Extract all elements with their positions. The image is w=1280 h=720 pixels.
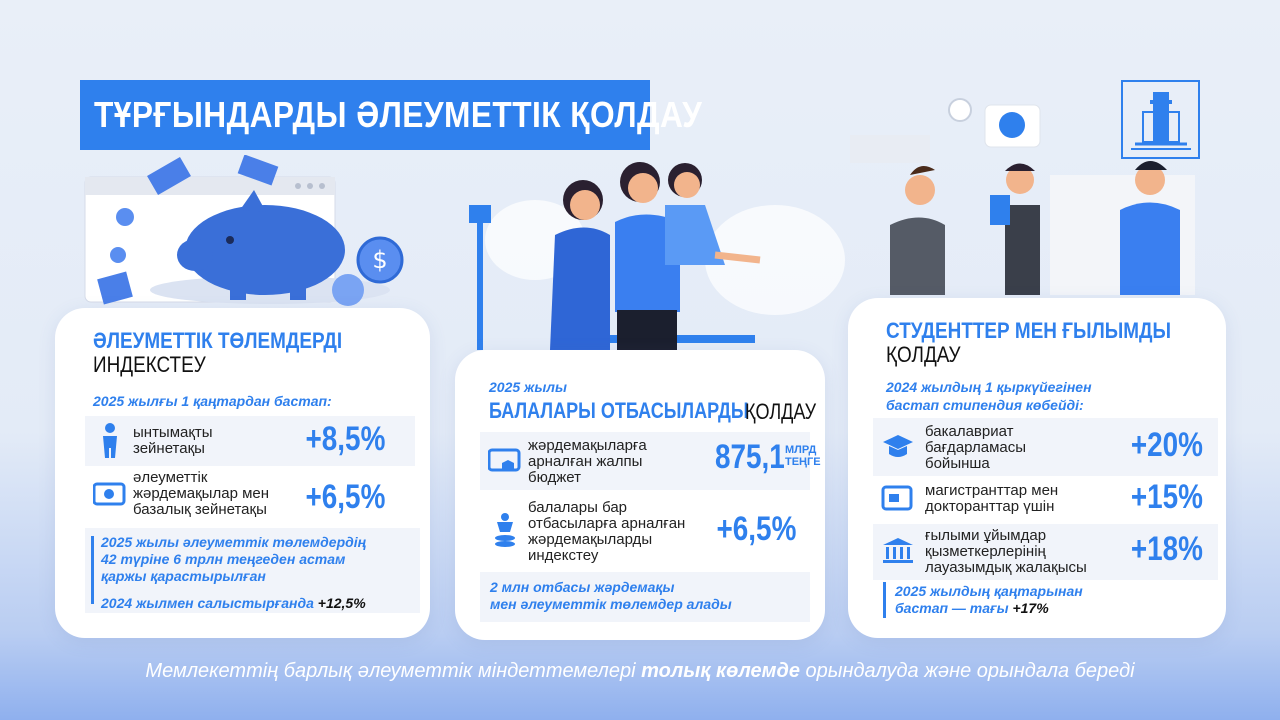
budget-wallet-icon xyxy=(488,446,522,476)
compare-value: +12,5% xyxy=(317,595,366,611)
row-value: +6,5% xyxy=(305,478,385,516)
list-item xyxy=(873,418,1218,476)
family-illustration xyxy=(465,160,845,355)
family-support-card xyxy=(455,350,825,640)
row-label: жәрдемақылар мен xyxy=(133,485,270,502)
row-label: ынтымақты xyxy=(133,424,213,441)
row-label: базалық зейнетақы xyxy=(133,501,267,518)
note-line: қаржы қарастырылған xyxy=(101,568,266,584)
card2-heading-blue: БАЛАЛАРЫ ОТБАСЫЛАРДЫ xyxy=(489,398,749,423)
note-value: +17% xyxy=(1012,600,1049,616)
card3-subtitle: бастап стипендия көбейді: xyxy=(886,397,1084,413)
footer-text: Мемлекеттің барлық әлеуметтік міндеттемелері xyxy=(145,660,642,682)
pension-indexation-card xyxy=(55,308,430,638)
row-value: +15% xyxy=(1130,478,1203,516)
row-label: әлеуметтік xyxy=(133,469,208,486)
row-value: +18% xyxy=(1130,530,1203,568)
card1-heading-dark: ИНДЕКСТЕУ xyxy=(93,352,206,377)
list-item xyxy=(85,416,415,466)
unit-label: МЛРД xyxy=(785,444,817,456)
footer-bold-text: толық көлемде xyxy=(641,660,800,682)
row-label: жәрдемақыларға xyxy=(528,437,647,454)
card1-heading-blue: ӘЛЕУМЕТТІК ТӨЛЕМДЕРДІ xyxy=(93,328,343,353)
card3-heading-blue: СТУДЕНТТЕР МЕН ҒЫЛЫМДЫ xyxy=(886,318,1172,343)
card3-subtitle: 2024 жылдың 1 қыркүйегінен xyxy=(886,379,1092,395)
note-block xyxy=(85,528,420,613)
note-line: 2025 жылдың қаңтарынан xyxy=(895,583,1083,599)
row-value: +20% xyxy=(1130,426,1203,464)
row-label: зейнетақы xyxy=(133,440,205,457)
note-line: бастап — тағы xyxy=(895,600,1009,616)
note-line: 2 млн отбасы жәрдемақы xyxy=(490,579,675,595)
card2-heading-dark: ҚОЛДАУ xyxy=(745,399,817,424)
family-coins-icon xyxy=(490,512,520,548)
compare-text: 2024 жылмен салыстырғанда xyxy=(101,595,314,611)
footer-statement xyxy=(0,660,1280,683)
row-label: ғылыми ұйымдар xyxy=(925,527,1047,544)
row-label: бағдарламасы xyxy=(925,439,1027,456)
row-label: магистранттар мен xyxy=(925,482,1059,499)
accent-bar xyxy=(883,582,886,618)
institution-icon xyxy=(881,536,915,566)
row-label: бойынша xyxy=(925,455,990,472)
row-label: докторанттар үшін xyxy=(925,498,1055,515)
students-science-card xyxy=(848,298,1226,638)
card3-heading-dark: ҚОЛДАУ xyxy=(886,342,961,367)
unit-label: ТЕҢГЕ xyxy=(785,456,821,468)
graduation-cap-icon xyxy=(881,432,915,462)
row-label: жәрдемақыларды xyxy=(528,531,653,548)
list-item xyxy=(480,498,810,568)
svg-text:$: $ xyxy=(372,246,388,274)
social-payment-icon xyxy=(93,480,127,510)
list-item xyxy=(873,478,1218,522)
row-label: индекстеу xyxy=(528,547,599,564)
open-book-icon xyxy=(881,484,915,514)
row-label: отбасыларға арналған xyxy=(528,515,686,532)
row-label: бакалавриат xyxy=(925,423,1014,440)
row-value: 875,1 xyxy=(715,438,785,476)
card1-subtitle: 2025 жылғы 1 қаңтардан бастап: xyxy=(93,393,332,409)
piggy-bank-illustration xyxy=(80,155,430,310)
row-label: балалары бар xyxy=(528,499,628,516)
note-line: мен әлеуметтік төлемдер алады xyxy=(490,596,732,612)
row-value: +8,5% xyxy=(305,420,385,458)
note-line: 42 түріне 6 трлн теңгеден астам xyxy=(101,551,346,567)
list-item xyxy=(873,524,1218,580)
elderly-person-icon xyxy=(97,422,123,460)
accent-bar xyxy=(91,536,94,604)
list-item xyxy=(85,468,415,526)
row-label: қызметкерлерінің xyxy=(925,543,1046,560)
students-illustration xyxy=(850,95,1210,300)
page-title-banner xyxy=(80,80,703,150)
page-title: ТҰРҒЫНДАРДЫ ӘЛЕУМЕТТІК ҚОЛДАУ xyxy=(94,94,703,135)
footer-text: орындалуда және орындала береді xyxy=(799,660,1135,682)
row-label: арналған жалпы xyxy=(528,453,643,470)
row-label: бюджет xyxy=(528,469,582,486)
note-block xyxy=(883,582,1213,622)
card2-year: 2025 жылы xyxy=(489,379,567,395)
note-line: 2025 жылы әлеуметтік төлемдердің xyxy=(101,534,367,550)
row-label: лауазымдық жалақысы xyxy=(925,559,1087,576)
list-item xyxy=(480,432,821,490)
note-block xyxy=(480,572,810,622)
row-value: +6,5% xyxy=(716,510,796,548)
